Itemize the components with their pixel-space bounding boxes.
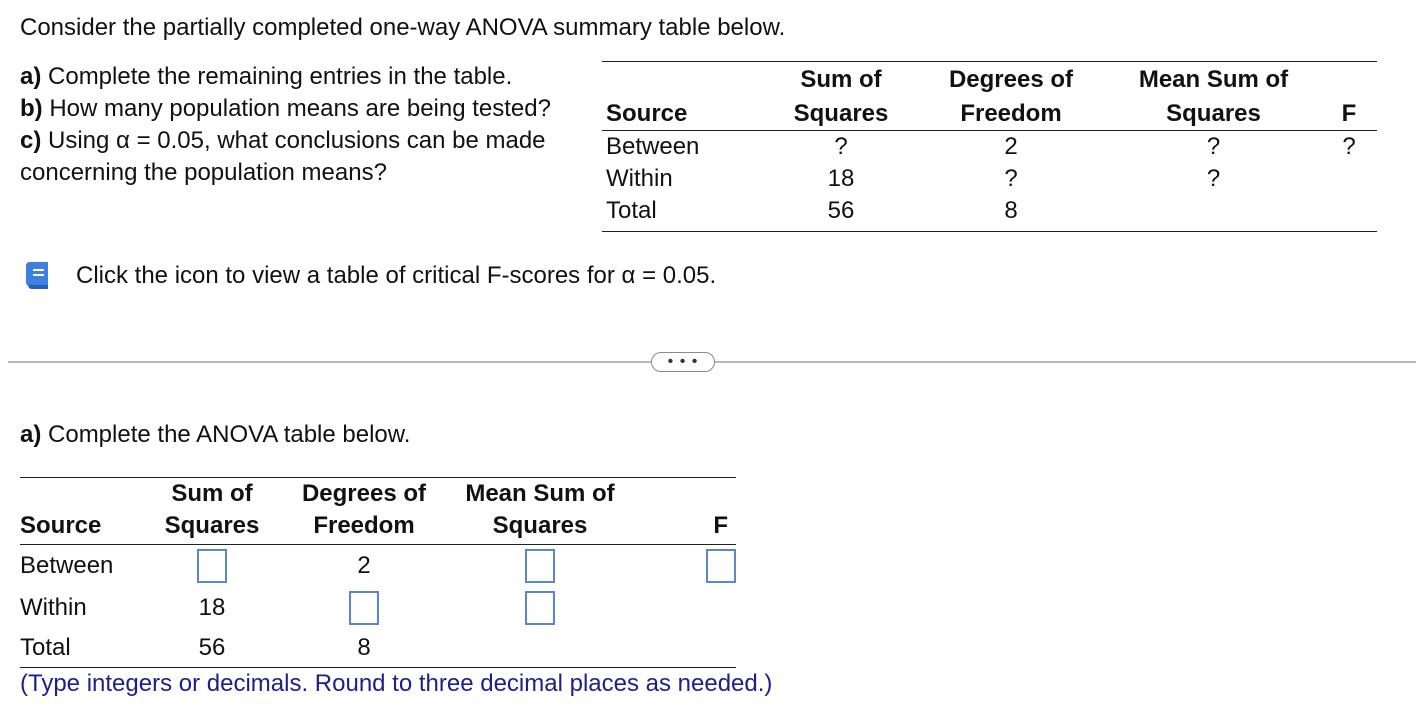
header-source: Source: [602, 96, 766, 131]
table-row: [20, 545, 736, 588]
between-ms-input[interactable]: [525, 549, 555, 583]
question-b: b) How many population means are being tested?: [20, 95, 551, 122]
question-list: [20, 61, 580, 189]
cell-df: 8: [268, 629, 460, 668]
header-ss-line2: Squares: [156, 510, 268, 545]
answer-anova-table: [20, 477, 736, 668]
cell-ss: 56: [156, 629, 268, 668]
question-c: c) Using α = 0.05, what conclusions can be made concerning the population means?: [20, 127, 546, 186]
header-ms-line1: Mean Sum of: [1138, 66, 1289, 93]
row-source: Total: [20, 629, 156, 668]
within-ms-input[interactable]: [525, 591, 555, 625]
cell-df: 2: [357, 552, 371, 579]
cell-ss: ?: [834, 133, 848, 160]
book-icon[interactable]: [24, 260, 50, 292]
f-input[interactable]: [706, 549, 736, 583]
problem-intro: Consider the partially completed one-way ANOVA summary table below.: [20, 14, 786, 41]
cell-ss: 18: [827, 165, 855, 192]
header-ms-line2: Squares: [1106, 96, 1321, 131]
header-ss-line1: Sum of: [800, 66, 882, 93]
given-anova-table: [602, 61, 1416, 232]
header-source: Source: [20, 510, 156, 545]
row-source: Within: [606, 165, 673, 192]
table-row: [20, 587, 736, 629]
rounding-note: (Type integers or decimals. Round to three decimal places as needed.): [20, 670, 773, 697]
cell-f: ?: [1342, 133, 1356, 160]
cell-ss: 18: [198, 594, 226, 621]
cell-ss: 56: [827, 197, 855, 224]
cell-df: 8: [1004, 197, 1018, 224]
header-df-line1: Degrees of: [301, 480, 427, 507]
more-options-button[interactable]: • • •: [651, 352, 715, 372]
cell-f: [1321, 195, 1377, 232]
header-ms-line2: Squares: [460, 510, 620, 545]
header-f: F: [1321, 96, 1377, 131]
table-row: [602, 131, 1377, 164]
header-df-line1: Degrees of: [948, 66, 1074, 93]
cell-df: 2: [1004, 133, 1018, 160]
cell-ms: [1106, 195, 1321, 232]
header-df-line2: Freedom: [268, 510, 460, 545]
header-f: F: [620, 510, 736, 545]
row-source: Total: [606, 197, 657, 224]
row-source: Between: [606, 133, 700, 160]
critical-f-hint: [24, 258, 716, 294]
cell-df: ?: [1004, 165, 1018, 192]
cell-f: [1321, 163, 1377, 195]
header-df-line2: Freedom: [916, 96, 1106, 131]
part-a-instruction: a) Complete the ANOVA table below.: [20, 421, 411, 448]
header-ss-line1: Sum of: [171, 480, 253, 507]
question-a: a) Complete the remaining entries in the table.: [20, 63, 513, 90]
hint-text: Click the icon to view a table of critical F-scores for α = 0.05.: [76, 262, 717, 289]
cell-ms: ?: [1206, 165, 1221, 192]
table-row: [20, 629, 736, 668]
table-row: [602, 195, 1377, 232]
within-df-input[interactable]: [349, 591, 379, 625]
row-source: Within: [20, 594, 87, 621]
cell-ms: ?: [1206, 133, 1221, 160]
table-row: [602, 163, 1377, 195]
between-ss-input[interactable]: [197, 549, 227, 583]
header-ms-line1: Mean Sum of: [465, 480, 615, 507]
header-ss-line2: Squares: [766, 96, 916, 131]
row-source: Between: [20, 552, 114, 579]
